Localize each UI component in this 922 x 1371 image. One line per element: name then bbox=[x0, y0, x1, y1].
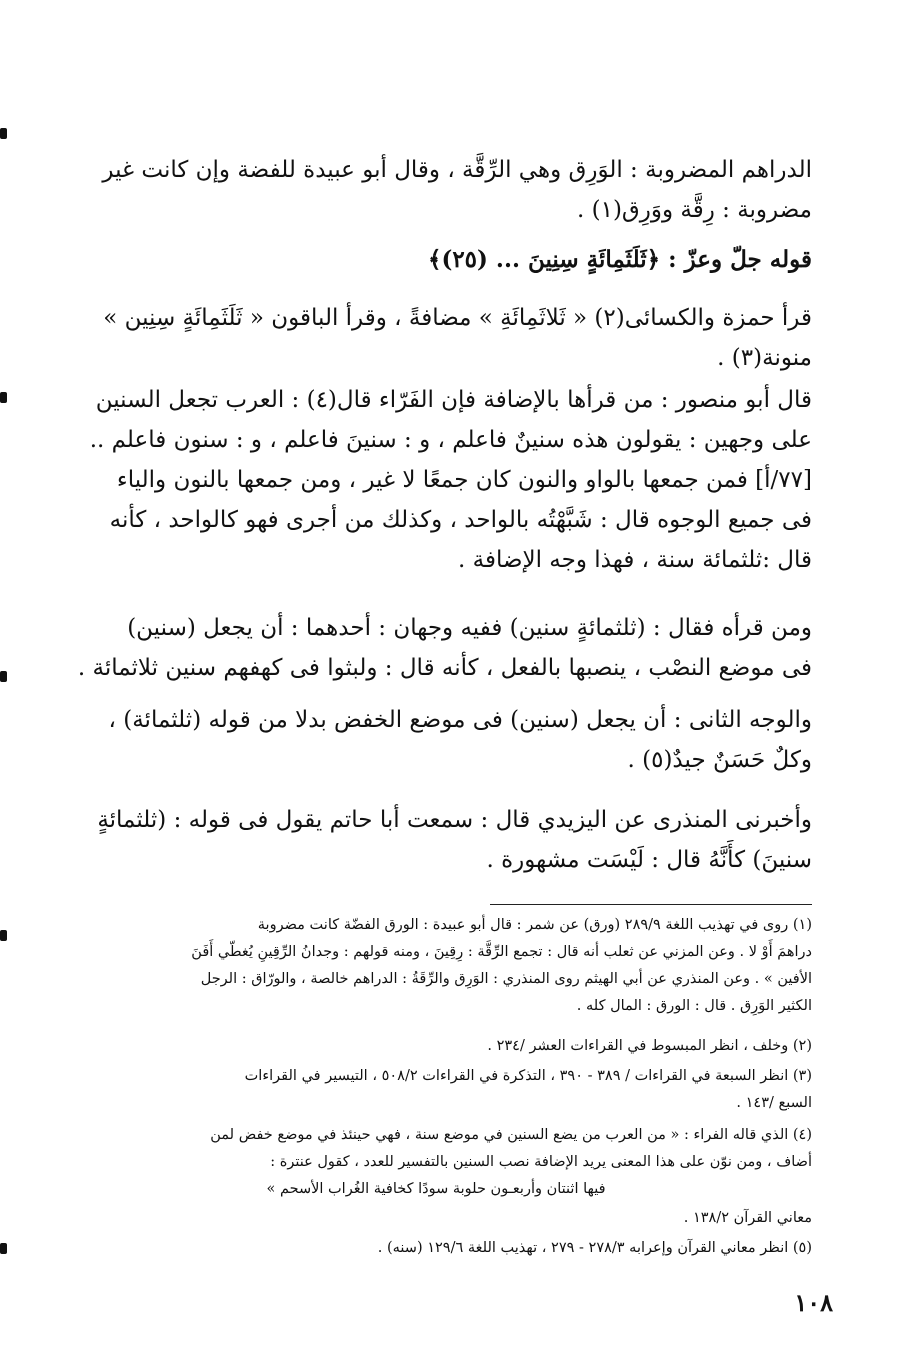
page-number: ١٠٨ bbox=[794, 1288, 833, 1317]
margin-mark bbox=[0, 671, 7, 682]
text-line: سنينَ) كأَنَّهُ قال : لَيْسَت مشهورة . bbox=[486, 847, 812, 873]
text-line: الكثير الوَرِق . قال : الورق : المال كله . bbox=[576, 998, 812, 1014]
text-line: قوله جلّ وعزّ : ﴿ثَلَثَمِائَةٍ سِنِينَ ... (٢٥)﴾ bbox=[427, 246, 812, 273]
text-line: منونة(٣) . bbox=[717, 345, 812, 371]
text-line: السبع /١٤٣ . bbox=[736, 1095, 812, 1111]
text-line: (١) روى في تهذيب اللغة ٢٨٩/٩ (ورق) عن شمر : قال أبو عبيدة : الورق الفضّة كانت مضروبة bbox=[257, 917, 812, 933]
footnote-separator bbox=[490, 904, 812, 905]
text-line: دراهمَ أَوْ لا . وعن المزني عن ثعلب أنه قال : تجمع الرِّقَّة : رِقِينَ ، ومنه قولهم : وجدانُ الرِّقِينِ يُغطّي أَفَنَ bbox=[191, 944, 812, 960]
text-line: والوجه الثانى : أن يجعل (سنين) فى موضع الخفض بدلا من قوله (ثلثمائة) ، bbox=[108, 707, 812, 733]
text-line: ومن قرأه فقال : (ثلثمائةٍ سنين) ففيه وجهان : أحدهما : أن يجعل (سنين) bbox=[127, 615, 812, 641]
text-line: الدراهم المضروبة : الوَرِق وهي الرِّقَّة ، وقال أبو عبيدة للفضة وإن كانت غير bbox=[102, 157, 812, 183]
margin-mark bbox=[0, 392, 7, 403]
text-line: (٣) انظر السبعة في القراءات / ٣٨٩ - ٣٩٠ ، التذكرة في القراءات ٥٠٨/٢ ، التيسير في القراءات bbox=[244, 1068, 812, 1084]
margin-mark bbox=[0, 930, 7, 941]
text-line: على وجهين : يقولون هذه سنينٌ فاعلم ، و : سنينَ فاعلم ، و : سنون فاعلم .. bbox=[89, 427, 812, 453]
paragraph bbox=[60, 608, 812, 688]
text-line: فى موضع النصْب ، ينصبها بالفعل ، كأنه قال : ولبثوا فى كهفهم سنين ثلاثمائة . bbox=[77, 655, 812, 681]
footnote bbox=[60, 1205, 812, 1232]
text-line: فيها اثنتان وأربعـون حلوبة سودًا كخافية الغُراب الأسحم » bbox=[266, 1181, 606, 1197]
text-line: معاني القرآن ١٣٨/٢ . bbox=[683, 1210, 812, 1226]
footnote bbox=[60, 1033, 812, 1060]
paragraph bbox=[60, 380, 812, 580]
verse-heading bbox=[60, 240, 812, 280]
text-line: وأخبرنى المنذرى عن اليزيدي قال : سمعت أبا حاتم يقول فى قوله : (ثلثمائةٍ bbox=[97, 807, 812, 833]
paragraph bbox=[60, 150, 812, 230]
text-line: (٢) وخلف ، انظر المبسوط في القراءات العشر /٢٣٤ . bbox=[487, 1038, 812, 1054]
text-line: (٥) انظر معاني القرآن وإعرابه ٢٧٨/٣ - ٢٧٩ ، تهذيب اللغة ١٢٩/٦ (سنه) . bbox=[377, 1240, 812, 1256]
footnote bbox=[60, 1122, 812, 1176]
margin-mark bbox=[0, 1243, 7, 1254]
footnote bbox=[60, 1235, 812, 1262]
text-line: فى جميع الوجوه قال : شَبَّهْتُه بالواحد ، وكذلك من أجرى فهو كالواحد ، كأنه bbox=[109, 507, 812, 533]
text-line: أضاف ، ومن نوّن على هذا المعنى يريد الإضافة نصب السنين بالتفسير للعدد ، كقول عنترة : bbox=[270, 1154, 812, 1170]
text-line: وكلٌ حَسَنٌ جيدٌ(٥) . bbox=[627, 747, 812, 773]
footnote bbox=[60, 1063, 812, 1117]
paragraph bbox=[60, 298, 812, 378]
text-line: الأفين » . وعن المنذري عن أبي الهيثم روى المنذري : الوَرِق والرِّقَةُ : الدراهم خالصة ، والورّاق : الرجل bbox=[200, 971, 812, 987]
text-line: قال :ثلثمائة سنة ، فهذا وجه الإضافة . bbox=[458, 547, 812, 573]
text-line: [٧٧/أ] فمن جمعها بالواو والنون كان جمعًا لا غير ، ومن جمعها بالنون والياء bbox=[116, 467, 812, 493]
text-line: مضروبة : رِقَّة ووَرِق(١) . bbox=[576, 197, 812, 223]
margin-mark bbox=[0, 128, 7, 139]
footnote bbox=[60, 1176, 812, 1203]
text-line: (٤) الذي قاله الفراء : « من العرب من يضع السنين في موضع سنة ، فهي حينئذ في موضع خفض لمن bbox=[210, 1127, 812, 1143]
paragraph bbox=[60, 800, 812, 880]
paragraph bbox=[60, 700, 812, 780]
text-line: قرأ حمزة والكسائى(٢) « ثَلاثَمِائَةِ » مضافةً ، وقرأ الباقون « ثَلَثَمِائَةٍ سِنِين » bbox=[103, 305, 812, 331]
text-line: قال أبو منصور : من قرأها بالإضافة فإن الفَرّاء قال(٤) : العرب تجعل السنين bbox=[95, 387, 812, 413]
footnote bbox=[60, 912, 812, 1020]
